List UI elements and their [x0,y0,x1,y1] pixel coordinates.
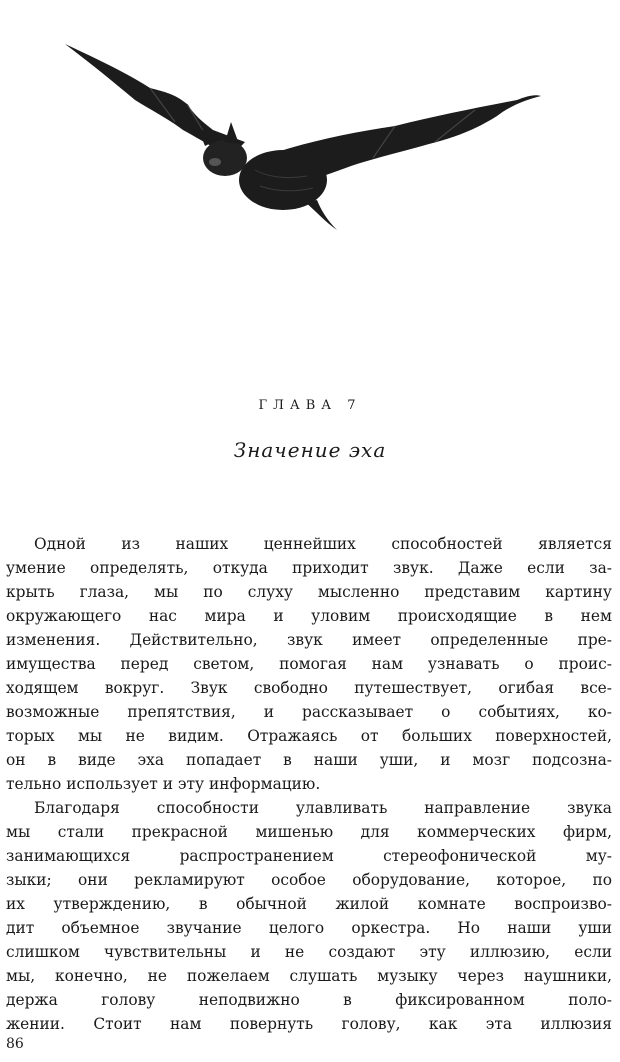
chapter-label: ГЛАВА 7 [258,398,362,413]
bat-ear [225,122,239,144]
text-line: зыки; они рекламируют особое оборудование, которое, по [6,871,612,889]
bat-illustration [55,30,555,240]
chapter-title: Значение эха [233,438,387,462]
text-line: их утверждению, в обычной жилой комнате воспроизво- [6,895,612,913]
text-line: ходящем вокруг. Звук свободно путешествует, огибая все- [6,679,612,697]
text-line: возможные препятствия, и рассказывает о событиях, ко- [6,703,612,721]
text-line: держа голову неподвижно в фиксированном поло- [6,991,612,1009]
text-line: крыть глаза, мы по слуху мысленно представим картину [6,583,612,601]
text-line: окружающего нас мира и уловим происходящие в нем [6,607,612,625]
text-line: слишком чувствительны и не создают эту иллюзию, если [6,943,612,961]
text-line: дит объемное звучание целого оркестра. Но наши уши [6,919,612,937]
text-line: занимающихся распространением стереофонической му- [6,847,612,865]
text-line: жении. Стоит нам повернуть голову, как эта иллюзия [6,1015,612,1033]
text-line: Одной из наших ценнейших способностей является [34,535,612,553]
text-line: мы стали прекрасной мишенью для коммерческих фирм, [6,823,612,841]
text-line: торых мы не видим. Отражаясь от больших поверхностей, [6,727,612,745]
bat-head [203,140,247,176]
text-line: умение определять, откуда приходит звук. Даже если за- [6,559,612,577]
text-line: мы, конечно, не пожелаем слушать музыку через наушники, [6,967,612,985]
bat-tail [305,200,337,230]
text-line: имущества перед светом, помогая нам узнавать о проис- [6,655,612,673]
page-number: 86 [6,1036,24,1052]
text-line: изменения. Действительно, звук имеет определенные пре- [6,631,612,649]
bat-left-wing [65,44,245,158]
text-line: тельно использует и эту информацию. [6,775,321,793]
text-line: он в виде эха попадает в наши уши, и мозг подсозна- [6,751,612,769]
text-line: Благодаря способности улавливать направление звука [34,799,612,817]
chapter-body [6,532,612,1036]
